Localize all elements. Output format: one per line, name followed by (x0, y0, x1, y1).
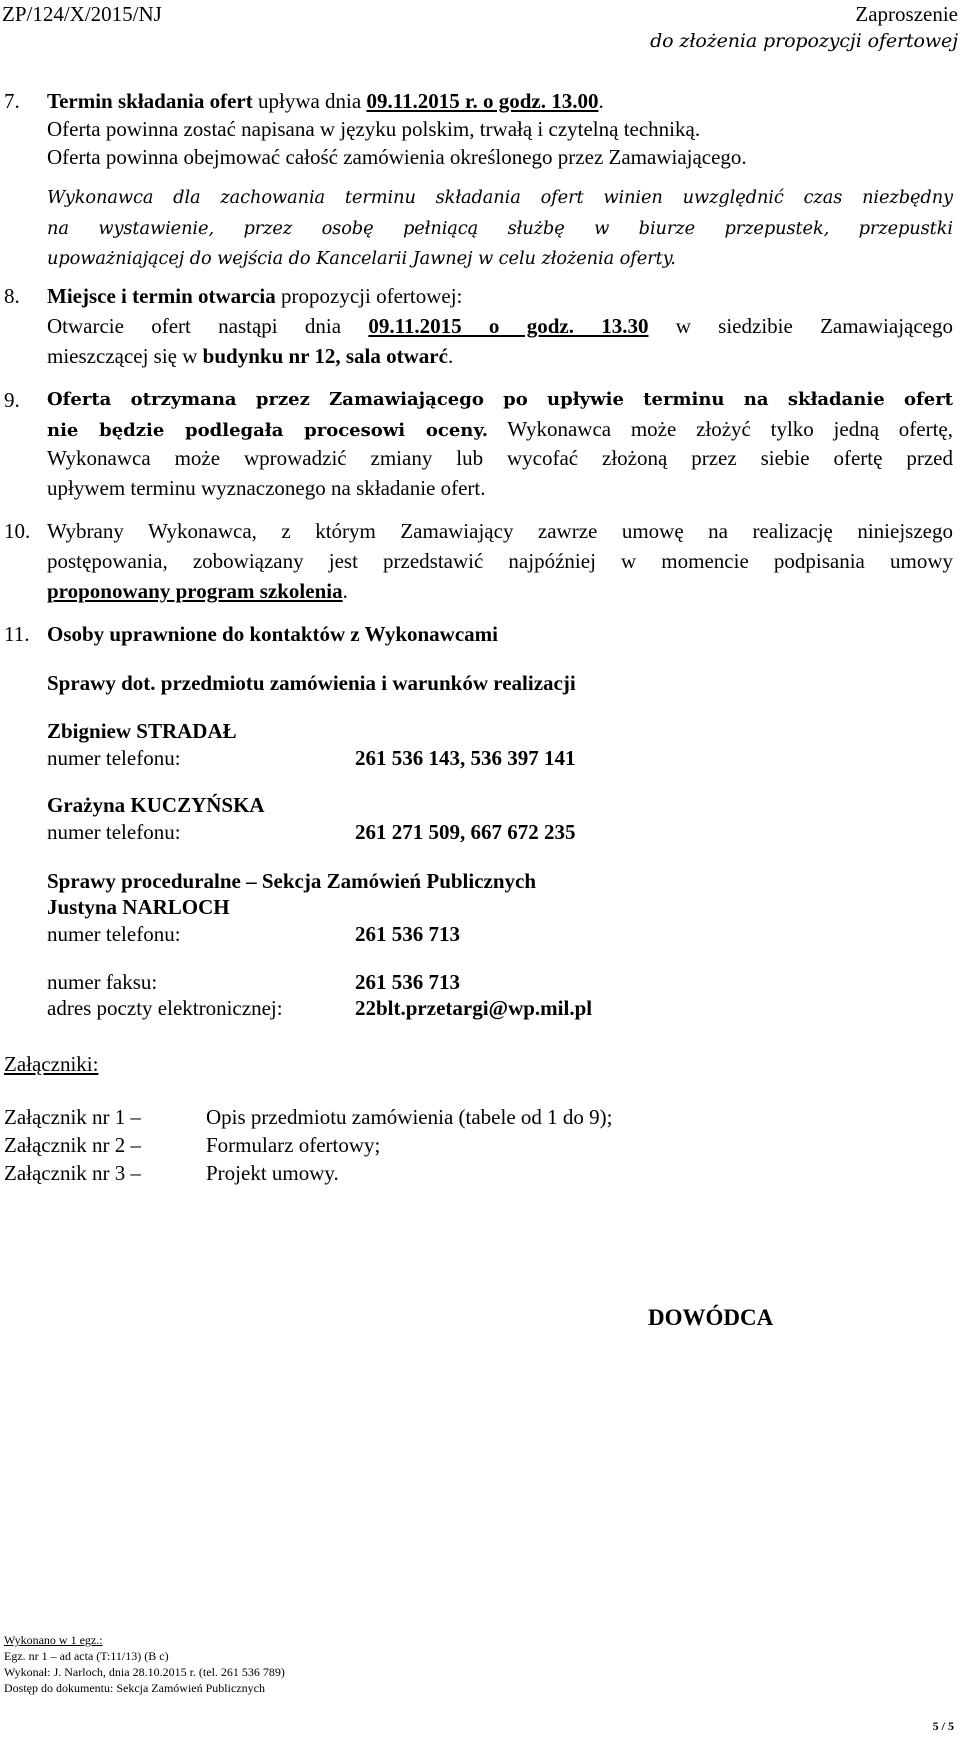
page-number: 5 / 5 (932, 1719, 954, 1733)
section-8-line-3 (47, 343, 453, 369)
contact-2-phone-label: numer telefonu: (47, 820, 181, 844)
opening-place: w siedzibie Zamawiającego (648, 314, 953, 338)
attachment-2-desc: Formularz ofertowy; (206, 1133, 381, 1157)
opening-text: propozycji ofertowej: (275, 284, 463, 308)
section-10-line-1: Wybrany Wykonawca, z którym Zamawiający zawrze umowę na realizację niniejszego (47, 519, 953, 543)
contacts-procedural-heading: Sprawy proceduralne – Sekcja Zamówień Publicznych (47, 869, 537, 893)
section-7-italic-3: upoważniającej do wejścia do Kancelarii Jawnej w celu złożenia oferty. (47, 248, 676, 269)
punctuation: . (447, 344, 454, 368)
section-9-line-4: upływem terminu wyznaczonego na składanie ofert. (47, 476, 486, 500)
opening-intro: Otwarcie ofert nastąpi dnia (47, 314, 369, 338)
footer-access: Dostęp do dokumentu: Sekcja Zamówień Publicznych (4, 1681, 265, 1695)
section-10-number: 10. (4, 519, 31, 543)
contact-3-phone: 261 536 713 (355, 922, 460, 946)
fax-number: 261 536 713 (355, 970, 460, 994)
section-7-italic-1: Wykonawca dla zachowania terminu składania ofert winien uwzględnić czas niezbędny (47, 187, 953, 208)
contact-2-name: Grażyna KUCZYŃSKA (47, 793, 265, 817)
attachments-heading: Załączniki: (4, 1052, 99, 1076)
deadline-text: upływa dnia (252, 89, 367, 113)
location-building: budynku nr 12, sala otwarć (202, 344, 448, 368)
location-intro: mieszczącej się w (47, 344, 203, 368)
contacts-subject-heading: Sprawy dot. przedmiotu zamówienia i warunków realizacji (47, 671, 576, 695)
contact-1-phone-label: numer telefonu: (47, 746, 181, 770)
attachment-2-label: Załącznik nr 2 – (4, 1133, 142, 1157)
contact-2-phone: 261 271 509, 667 672 235 (355, 820, 576, 844)
section-8-line-1 (47, 283, 462, 309)
contact-3-phone-label: numer telefonu: (47, 922, 181, 946)
training-program: proponowany program szkolenia (47, 579, 343, 603)
section-10-line-2: postępowania, zobowiązany jest przedstawić najpóźniej w momencie podpisania umowy (47, 549, 953, 573)
opening-date: 09.11.2015 o godz. 13.30 (368, 314, 649, 338)
deadline-label: Termin składania ofert (47, 89, 253, 113)
section-11-number: 11. (4, 622, 30, 646)
section-9-number: 9. (4, 388, 20, 412)
attachment-3-desc: Projekt umowy. (206, 1161, 339, 1185)
email-label: adres poczty elektronicznej: (47, 996, 283, 1020)
section-7-number: 7. (4, 89, 20, 113)
attachment-1-desc: Opis przedmiotu zamówienia (tabele od 1 do 9); (206, 1105, 613, 1129)
section-10-line-3 (47, 578, 348, 604)
section-8-number: 8. (4, 284, 20, 308)
punctuation: . (598, 89, 604, 113)
footer-author: Wykonał: J. Narloch, dnia 28.10.2015 r. (tel. 261 536 789) (4, 1665, 285, 1679)
document-subtitle: do złożenia propozycji ofertowej (650, 30, 958, 52)
section-7-line-2: Oferta powinna zostać napisana w języku polskim, trwałą i czytelną techniką. (47, 117, 701, 141)
section-7-italic-2: na wystawienie, przez osobę pełniącą służbę w biurze przepustek, przepustki (47, 218, 953, 239)
signature-title: DOWÓDCA (648, 1305, 774, 1330)
section-8-line-2 (47, 313, 953, 339)
section-9-line-3: Wykonawca może wprowadzić zmiany lub wycofać złożoną przez siebie ofertę przed (47, 446, 953, 470)
email-address[interactable]: 22blt.przetargi@wp.mil.pl (355, 996, 593, 1020)
document-reference: ZP/124/X/2015/NJ (2, 2, 162, 26)
one-offer-note: Wykonawca może złożyć tylko jedną ofertę, (488, 417, 953, 441)
section-9-line-2 (47, 416, 953, 444)
document-type: Zaproszenie (855, 2, 958, 26)
section-7-line-3: Oferta powinna obejmować całość zamówienia określonego przez Zamawiającego. (47, 145, 747, 169)
contact-1-name: Zbigniew STRADAŁ (47, 719, 237, 743)
contacts-title: Osoby uprawnione do kontaktów z Wykonawcami (47, 622, 498, 646)
footer-copy-number: Egz. nr 1 – ad acta (T:11/13) (B c) (4, 1649, 169, 1663)
attachment-1-label: Załącznik nr 1 – (4, 1105, 142, 1129)
section-7-line-1 (47, 88, 604, 114)
punctuation: . (342, 579, 348, 603)
deadline-date: 09.11.2015 r. o godz. 13.00 (366, 89, 599, 113)
late-offer-note: nie będzie podlegała procesowi oceny. (47, 420, 489, 441)
section-9-line-1: Oferta otrzymana przez Zamawiającego po upływie terminu na składanie ofert (47, 389, 953, 410)
attachment-3-label: Załącznik nr 3 – (4, 1161, 142, 1185)
contact-1-phone: 261 536 143, 536 397 141 (355, 746, 576, 770)
fax-label: numer faksu: (47, 970, 158, 994)
footer-copies: Wykonano w 1 egz.: (4, 1633, 103, 1647)
opening-label: Miejsce i termin otwarcia (47, 284, 276, 308)
contact-3-name: Justyna NARLOCH (47, 895, 230, 919)
